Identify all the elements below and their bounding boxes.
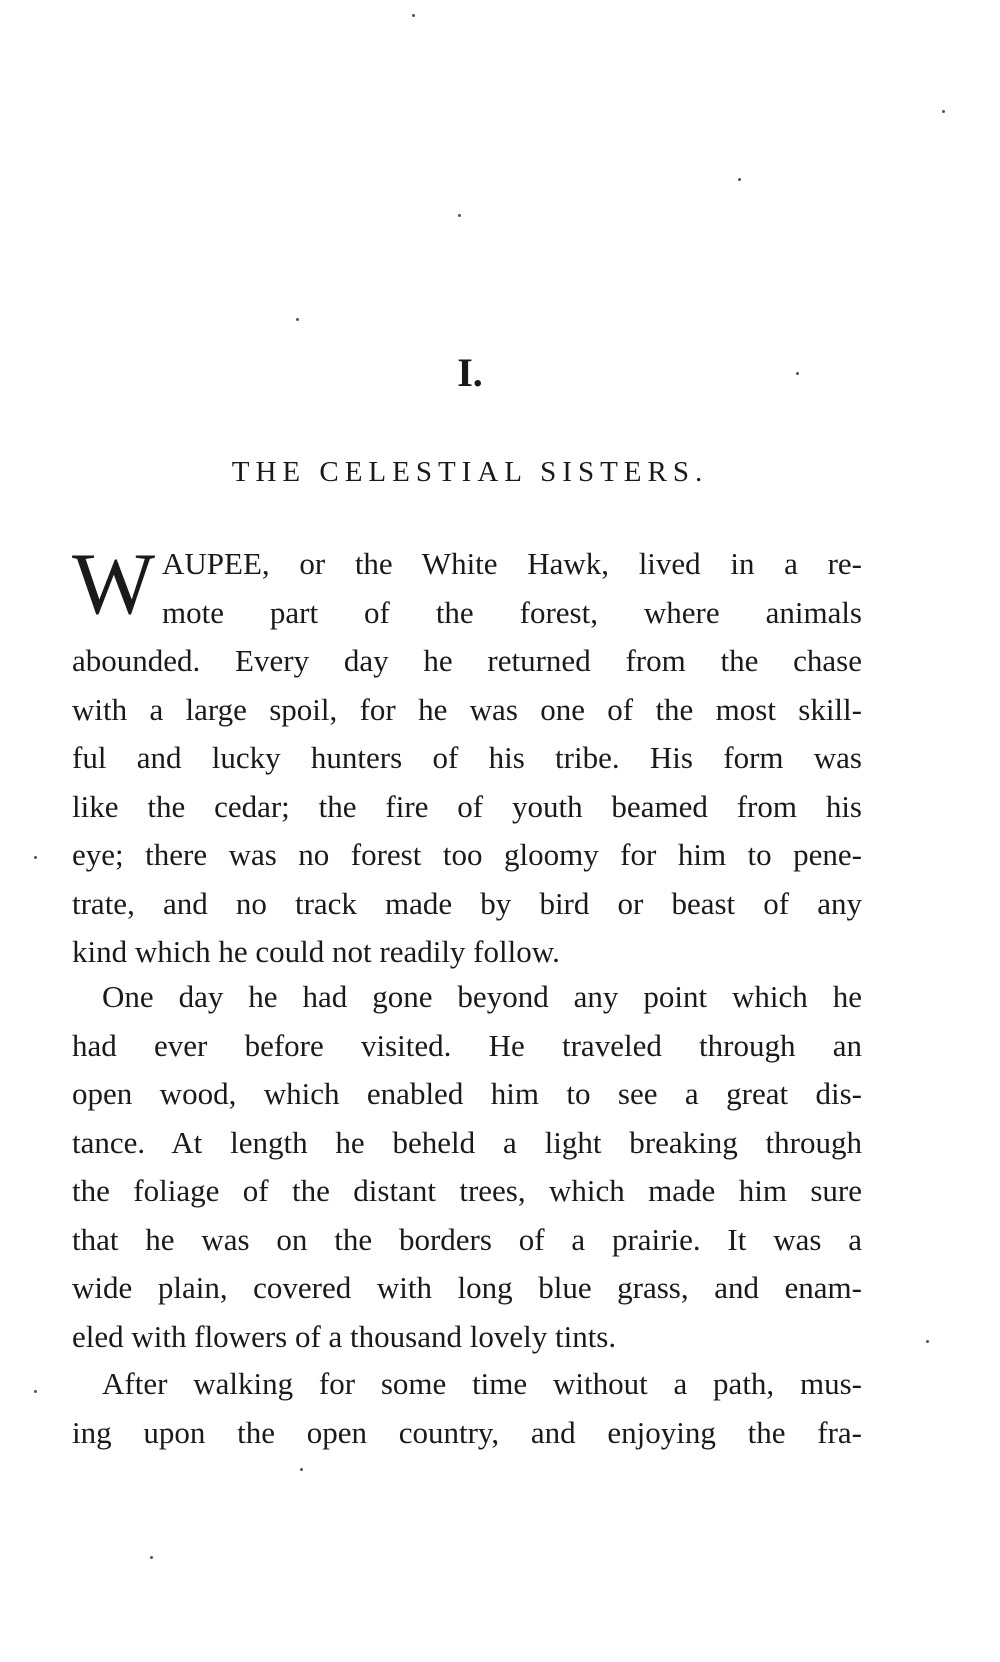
paragraph-3	[72, 1360, 862, 1457]
text-line: eye; there was no forest too gloomy for him to pene-	[72, 837, 862, 872]
speck	[300, 1468, 303, 1471]
text-line: abounded. Every day he returned from the chase	[72, 643, 862, 678]
text-line: After walking for some time without a path, mus-	[102, 1366, 862, 1401]
chapter-number: I.	[457, 350, 483, 395]
text-line: AUPEE, or the White Hawk, lived in a re-	[162, 546, 862, 581]
speck	[34, 1390, 37, 1393]
speck	[738, 178, 741, 181]
text-line: open wood, which enabled him to see a great dis-	[72, 1076, 862, 1111]
text-line: had ever before visited. He traveled through an	[72, 1027, 862, 1063]
speck	[296, 318, 299, 321]
text-line: ful and lucky hunters of his tribe. His form was	[72, 740, 862, 775]
text-line: eled with flowers of a thousand lovely tints.	[72, 1318, 617, 1354]
speck	[34, 856, 37, 859]
text-line: the foliage of the distant trees, which made him sure	[72, 1173, 862, 1208]
speck	[412, 14, 415, 17]
text-line: kind which he could not readily follow.	[72, 934, 560, 969]
speck	[926, 1340, 929, 1343]
paragraph-2	[72, 973, 862, 1361]
text-line: like the cedar; the fire of youth beamed from his	[72, 788, 862, 824]
text-line: trate, and no track made by bird or beast of any	[72, 885, 862, 921]
text-line: tance. At length he beheld a light breaking through	[72, 1124, 862, 1160]
text-line: wide plain, covered with long blue grass, and enam-	[72, 1270, 862, 1305]
drop-cap: W	[72, 536, 156, 633]
paragraph-1	[72, 536, 862, 977]
speck	[150, 1556, 153, 1559]
speck	[796, 372, 799, 375]
text-line: mote part of the forest, where animals	[162, 594, 862, 630]
text-line: ing upon the open country, and enjoying the fra-	[72, 1414, 862, 1450]
text-line: One day he had gone beyond any point which he	[102, 979, 862, 1014]
speck	[942, 110, 945, 113]
text-line: that he was on the borders of a prairie. It was a	[72, 1221, 862, 1257]
text-line: with a large spoil, for he was one of the most skill-	[72, 691, 862, 727]
chapter-title: THE CELESTIAL SISTERS.	[231, 456, 709, 488]
speck	[458, 214, 461, 217]
